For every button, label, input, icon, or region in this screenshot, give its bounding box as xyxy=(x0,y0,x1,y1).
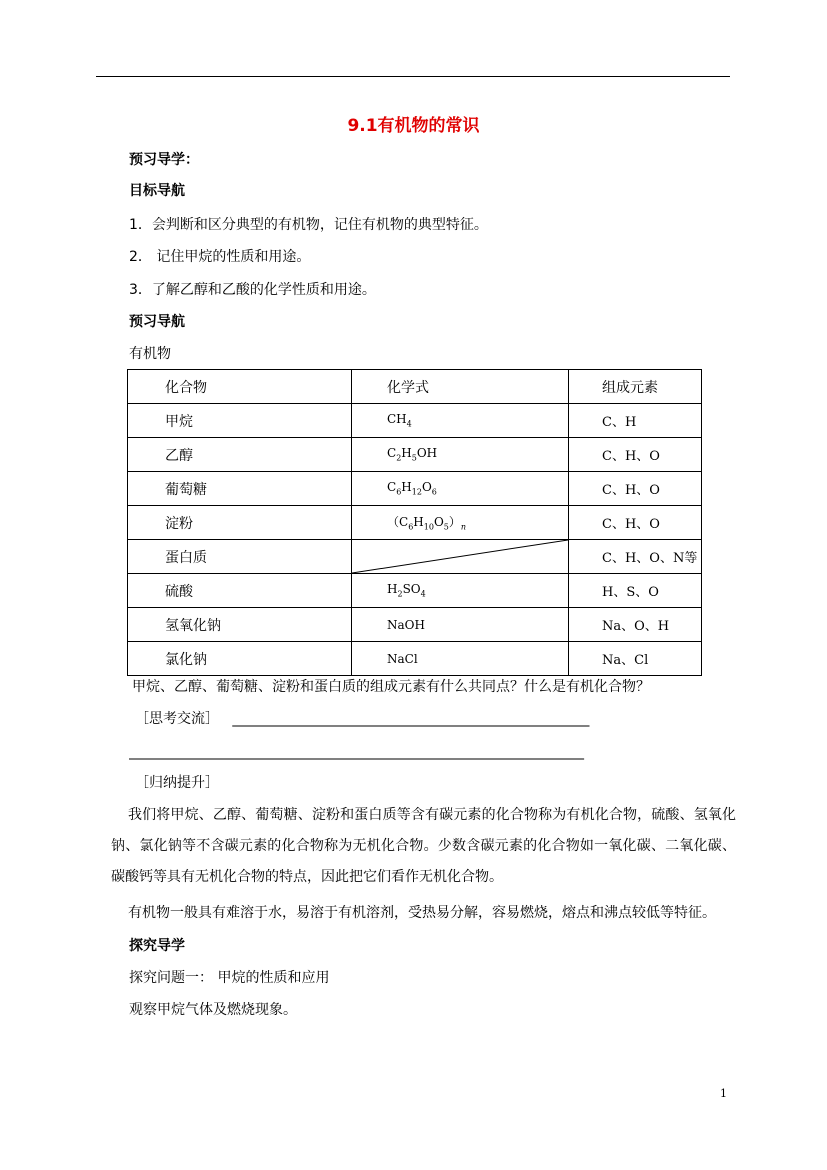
formula-subscript: 12 xyxy=(411,487,422,497)
table-row xyxy=(128,608,702,642)
formula-part: OH xyxy=(416,446,438,461)
explore-question-1: 探究问题一： 甲烷的性质和应用 xyxy=(129,970,330,986)
header-compound: 化合物 xyxy=(128,370,352,404)
cell-elements: C、H、O xyxy=(569,438,702,472)
formula-part: O xyxy=(433,515,444,530)
summary-paragraph-2: 有机物一般具有难溶于水，易溶于有机溶剂，受热易分解，容易燃烧，熔点和沸点较低等特征。 xyxy=(128,905,716,921)
table-row xyxy=(128,574,702,608)
cell-elements: H、S、O xyxy=(569,574,702,608)
diagonal-slash xyxy=(352,540,568,573)
formula-subscript: 6 xyxy=(431,487,437,497)
answer-blank-2: _________________________________________________________________ xyxy=(129,744,584,760)
formula-subscript: 4 xyxy=(406,419,412,429)
cell-elements: Na、O、H xyxy=(569,608,702,642)
formula-subscript: 5 xyxy=(443,522,449,532)
summary-paragraph-1: 我们将甲烷、乙醇、葡萄糖、淀粉和蛋白质等含有碳元素的化合物称为有机化合物，硫酸、氢氧化钠、氯化钠等不含碳元素的化合物称为无机化合物。少数含碳元素的化合物如一氧化碳、二氧化碳、碳酸钙等具有无机化合物的特点，因此把它们看作无机化合物。 xyxy=(111,807,736,885)
cell-compound: 蛋白质 xyxy=(128,540,352,574)
cell-elements: C、H、O xyxy=(569,506,702,540)
cell-compound: 甲烷 xyxy=(128,404,352,438)
formula-part: CH xyxy=(387,412,407,427)
question-text: 甲烷、乙醇、葡萄糖、淀粉和蛋白质的组成元素有什么共同点？什么是有机化合物？ xyxy=(132,679,650,695)
formula-part: O xyxy=(421,480,432,495)
think-label xyxy=(135,709,589,729)
formula-part: C xyxy=(387,446,397,461)
formula-part: C xyxy=(387,480,397,495)
goal-item-3: 3．了解乙醇和乙酸的化学性质和用途。 xyxy=(129,282,376,298)
table-row xyxy=(128,472,702,506)
cell-formula: NaCl xyxy=(352,642,569,676)
summary-label: ［归纳提升］ xyxy=(135,775,219,791)
explore-observation: 观察甲烷气体及燃烧现象。 xyxy=(129,1002,297,1018)
cell-formula xyxy=(352,472,569,506)
cell-formula xyxy=(352,404,569,438)
formula-subscript: 4 xyxy=(420,589,426,599)
cell-compound: 葡萄糖 xyxy=(128,472,352,506)
table-row xyxy=(128,642,702,676)
formula-subscript: 5 xyxy=(411,453,417,463)
table-header-row xyxy=(128,370,702,404)
cell-compound: 乙醇 xyxy=(128,438,352,472)
cell-formula xyxy=(352,438,569,472)
cell-formula: NaOH xyxy=(352,608,569,642)
cell-compound: 淀粉 xyxy=(128,506,352,540)
goal-item-1: 1．会判断和区分典型的有机物，记住有机物的典型特征。 xyxy=(129,217,488,233)
compound-table xyxy=(127,369,702,676)
formula-part: H xyxy=(387,582,398,597)
table-row xyxy=(128,506,702,540)
goal-item-2: 2． 记住甲烷的性质和用途。 xyxy=(129,249,311,265)
formula-part: H xyxy=(401,446,412,461)
table-row xyxy=(128,404,702,438)
formula-subscript: 10 xyxy=(423,522,434,532)
header-formula: 化学式 xyxy=(352,370,569,404)
cell-formula xyxy=(352,574,569,608)
section-goal-nav: 目标导航 xyxy=(129,183,185,199)
cell-elements: Na、Cl xyxy=(569,642,702,676)
cell-elements: C、H xyxy=(569,404,702,438)
think-label-text: ［思考交流］ xyxy=(135,711,219,727)
cell-elements: C、H、O xyxy=(569,472,702,506)
formula-subscript: 6 xyxy=(408,522,414,532)
table-row xyxy=(128,438,702,472)
cell-formula-empty xyxy=(352,540,569,574)
page-number: 1 xyxy=(720,1087,727,1100)
formula-part: H xyxy=(413,515,424,530)
section-explore-guide: 探究导学 xyxy=(129,938,185,954)
formula-subscript: 2 xyxy=(397,589,403,599)
formula-subscript: n xyxy=(460,522,467,532)
cell-formula xyxy=(352,506,569,540)
answer-blank-1: ___________________________________________________ xyxy=(232,711,590,727)
formula-part: SO xyxy=(402,582,421,597)
table-caption: 有机物 xyxy=(129,346,171,362)
header-rule xyxy=(96,76,730,77)
formula-part: （C xyxy=(387,515,409,530)
formula-part: H xyxy=(401,480,412,495)
table-row xyxy=(128,540,702,574)
section-preview-guide: 预习导学： xyxy=(129,152,199,168)
formula-part: ） xyxy=(448,515,461,530)
section-preview-nav: 预习导航 xyxy=(129,314,185,330)
cell-compound: 氢氧化钠 xyxy=(128,608,352,642)
cell-compound: 硫酸 xyxy=(128,574,352,608)
header-elements: 组成元素 xyxy=(569,370,702,404)
formula-subscript: 2 xyxy=(396,453,402,463)
cell-elements: C、H、O、N等 xyxy=(569,540,702,574)
formula-subscript: 6 xyxy=(396,487,402,497)
page-title: 9.1有机物的常识 xyxy=(347,116,480,136)
cell-compound: 氯化钠 xyxy=(128,642,352,676)
